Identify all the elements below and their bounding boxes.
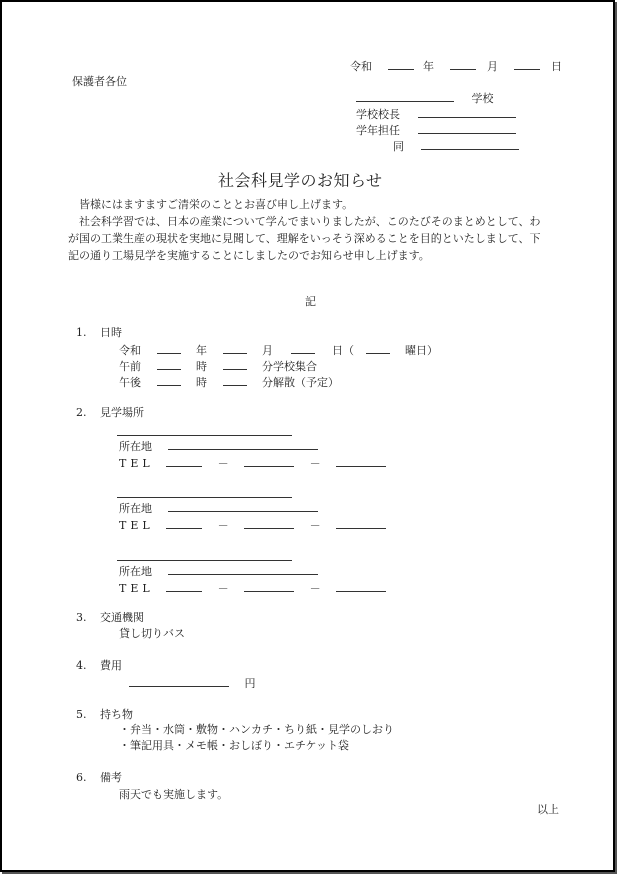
same-label: 同 (393, 140, 404, 153)
place-3-address-blank (168, 564, 318, 575)
place-3-tel-row (119, 581, 386, 596)
section-6-num: 6. (76, 771, 87, 784)
section-6-title: 備考 (100, 771, 122, 784)
recipient: 保護者各位 (72, 75, 127, 88)
same-name-blank (421, 139, 519, 150)
place-2-tel-blank-3 (336, 518, 386, 529)
s1-day-label: 日（ (332, 344, 354, 357)
section-4-num: 4. (76, 659, 87, 672)
place-2-name-blank (117, 487, 292, 498)
place-2-address-blank (168, 501, 318, 512)
section-1-date-row (119, 343, 438, 358)
s1-pm-hour-label: 時 (196, 376, 207, 389)
s1-am-minute-blank (223, 359, 247, 370)
place-2-tel-blank-2 (244, 518, 294, 529)
s1-am-hour-blank (157, 359, 181, 370)
date-era: 令和 (350, 60, 372, 73)
school-label: 学校 (471, 92, 494, 105)
s1-month-blank (223, 343, 247, 354)
place-1-tel-label: TEL (119, 457, 154, 470)
place-3-tel-blank-1 (166, 581, 202, 592)
ki-mark: 記 (305, 295, 316, 308)
place-2-tel-dash-2: － (309, 519, 321, 532)
s1-pm-label: 午後 (119, 376, 141, 389)
section-1-num: 1. (76, 326, 87, 339)
section-4-heading (76, 659, 122, 673)
place-2-address-label: 所在地 (119, 502, 152, 515)
place-2-tel-label: TEL (119, 519, 154, 532)
place-2-tel-row (119, 518, 386, 533)
principal-name-blank (418, 107, 516, 118)
s1-year-blank (157, 343, 181, 354)
cost-unit: 円 (244, 677, 256, 690)
place-2-tel-blank-1 (166, 518, 202, 529)
place-3-tel-blank-2 (244, 581, 294, 592)
sender-school-line (356, 91, 494, 106)
place-3-name-line (117, 550, 292, 565)
section-3-title: 交通機関 (100, 611, 144, 624)
closing-mark: 以上 (537, 803, 559, 816)
section-5-title: 持ち物 (100, 708, 133, 721)
place-2-address-row (119, 501, 318, 516)
s1-era-label: 令和 (119, 344, 141, 357)
s1-weekday-blank (366, 343, 390, 354)
place-1-address-row (119, 439, 318, 454)
principal-label: 学校校長 (356, 108, 400, 121)
place-2-name-line (117, 487, 292, 502)
body-text (68, 196, 550, 264)
teacher-label: 学年担任 (356, 124, 400, 137)
s1-dismiss-label: 分解散（予定） (262, 376, 339, 389)
section-3-num: 3. (76, 611, 87, 624)
section-2-title: 見学場所 (100, 406, 144, 419)
date-year-blank (388, 59, 414, 70)
section-5-line-1: ・弁当・水筒・敷物・ハンカチ・ちり紙・見学のしおり (119, 723, 394, 736)
place-1-tel-dash-1: － (217, 457, 229, 470)
principal-line (356, 107, 516, 122)
teacher-name-blank (418, 123, 516, 134)
place-3-tel-label: TEL (119, 582, 154, 595)
body-para-2: 社会科学習では、日本の産業について学んでまいりましたが、このたびそのまとめとして、わが国の工業生産の現状を実地に見聞して、理解をいっそう深めることを目的といたしまして、下記の通り工場見学を実施することにしましたのでお知らせ申し上げます。 (68, 215, 541, 262)
date-year-label: 年 (423, 60, 434, 73)
section-2-num: 2. (76, 406, 87, 419)
date-day-label: 日 (551, 60, 562, 73)
place-3-tel-dash-2: － (309, 582, 321, 595)
place-1-name-blank (117, 425, 292, 436)
date-month-label: 月 (487, 60, 498, 73)
section-4-cost-row (129, 676, 256, 691)
place-1-tel-blank-3 (336, 456, 386, 467)
place-3-tel-blank-3 (336, 581, 386, 592)
place-1-name-line (117, 425, 292, 440)
s1-pm-minute-blank (223, 375, 247, 386)
place-3-tel-dash-1: － (217, 582, 229, 595)
page-title: 社会科見学のお知らせ (218, 171, 383, 190)
section-1-title: 日時 (100, 326, 122, 339)
school-name-blank (356, 91, 454, 102)
place-1-tel-row (119, 456, 386, 471)
s1-year-label: 年 (196, 344, 207, 357)
place-3-address-row (119, 564, 318, 579)
body-para-1: 皆様にはますますご清栄のこととお喜び申し上げます。 (79, 198, 354, 211)
date-month-blank (450, 59, 476, 70)
s1-am-hour-label: 時 (196, 360, 207, 373)
section-1-pm-row (119, 375, 339, 390)
cost-blank (129, 676, 229, 687)
place-1-tel-dash-2: － (309, 457, 321, 470)
section-6-content: 雨天でも実施します。 (119, 788, 229, 801)
date-day-blank (514, 59, 540, 70)
s1-pm-hour-blank (157, 375, 181, 386)
s1-gather-label: 分学校集合 (262, 360, 317, 373)
s1-day-blank (291, 343, 315, 354)
same-line (393, 139, 519, 154)
place-1-address-label: 所在地 (119, 440, 152, 453)
s1-weekday-label: 曜日） (405, 344, 438, 357)
section-2-heading (76, 406, 144, 420)
section-5-heading (76, 708, 133, 722)
place-1-address-blank (168, 439, 318, 450)
section-5-num: 5. (76, 708, 87, 721)
section-5-line-2: ・筆記用具・メモ帳・おしぼり・エチケット袋 (119, 739, 350, 752)
section-3-content: 貸し切りバス (119, 627, 185, 640)
section-4-title: 費用 (100, 659, 122, 672)
place-1-tel-blank-1 (166, 456, 202, 467)
place-3-name-blank (117, 550, 292, 561)
section-6-heading (76, 771, 122, 785)
date-line (350, 59, 562, 74)
section-1-heading (76, 326, 122, 340)
place-3-address-label: 所在地 (119, 565, 152, 578)
place-2-tel-dash-1: － (217, 519, 229, 532)
s1-month-label: 月 (262, 344, 273, 357)
teacher-line (356, 123, 516, 138)
place-1-tel-blank-2 (244, 456, 294, 467)
s1-am-label: 午前 (119, 360, 141, 373)
section-1-am-row (119, 359, 317, 374)
section-3-heading (76, 611, 144, 625)
